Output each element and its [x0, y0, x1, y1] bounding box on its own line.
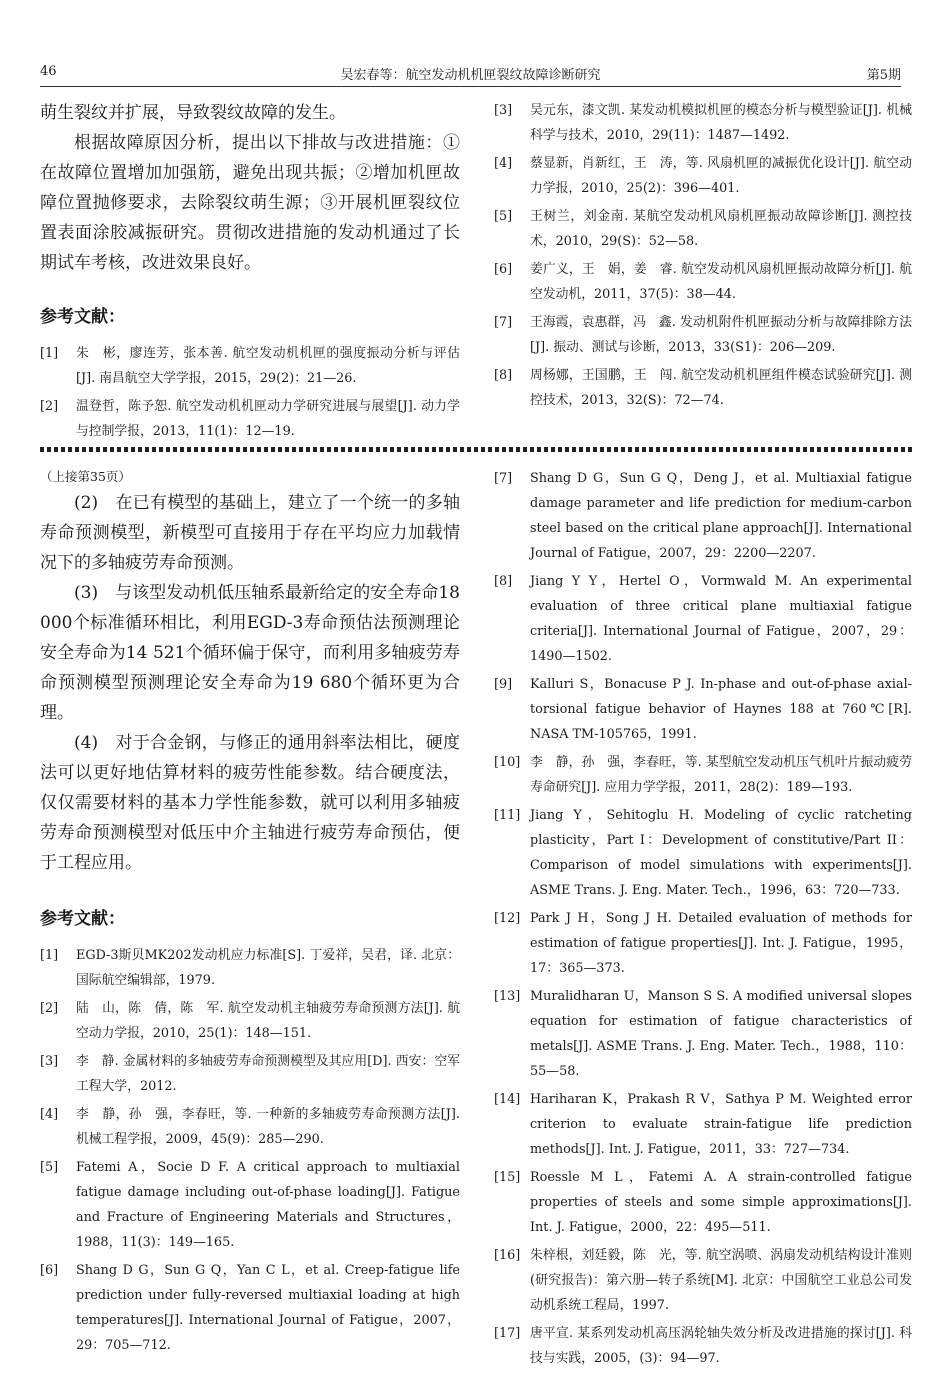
reference-item	[40, 341, 460, 391]
reference-item	[494, 803, 912, 903]
reference-item	[494, 750, 912, 800]
reference-item	[494, 310, 912, 360]
article2-references-heading: 参考文献：	[40, 909, 125, 929]
reference-item	[494, 151, 912, 201]
reference-number: [4]	[40, 1107, 59, 1122]
article1-references-heading: 参考文献：	[40, 307, 125, 327]
reference-number: [2]	[40, 399, 59, 414]
reference-item	[494, 1087, 912, 1162]
reference-text: 王海霞，袁惠群，冯 鑫. 发动机附件机匣振动分析与故障排除方法[J]. 振动、测试与诊断，2013，33(S1)：206—209.	[530, 315, 912, 355]
reference-number: [8]	[494, 368, 513, 383]
article1-paragraph: 萌生裂纹并扩展，导致裂纹故障的发生。	[40, 103, 346, 123]
reference-number: [1]	[40, 948, 59, 963]
reference-number: [5]	[40, 1160, 59, 1175]
page-number: 46	[40, 64, 57, 79]
reference-item	[494, 204, 912, 254]
article1-paragraph: 根据故障原因分析，提出以下排故与改进措施：①在故障位置增加加强筋，避免出现共振；②增加机匣故障位置抛修要求，去除裂纹萌生源；③开展机匣裂纹位置表面涂胶减振研究。贯彻改进措施的发动机通过了长期试车考核，改进效果良好。	[40, 133, 460, 273]
reference-number: [4]	[494, 156, 513, 171]
reference-item	[494, 98, 912, 148]
reference-number: [17]	[494, 1326, 521, 1341]
article1-right-column	[494, 98, 912, 416]
reference-text: 陆 山，陈 倩，陈 军. 航空发动机主轴疲劳寿命预测方法[J]. 航空动力学报，2010，25(1)：148—151.	[76, 1001, 460, 1041]
article2-left-column	[40, 466, 460, 1361]
reference-number: [12]	[494, 911, 521, 926]
reference-text: EGD-3斯贝MK202发动机应力标准[S]. 丁爱祥，吴君，译. 北京：国际航空编辑部，1979.	[76, 948, 460, 988]
reference-number: [8]	[494, 574, 513, 589]
reference-number: [7]	[494, 315, 513, 330]
reference-text: 李 静，孙 强，李春旺，等. 一种新的多轴疲劳寿命预测方法[J]. 机械工程学报，2009，45(9)：285—290.	[76, 1107, 460, 1147]
reference-text: Roessle M L，Fatemi A. A strain-controlled fatigue properties of steels and some simple approximations[J]. Int. J. Fatigue，2000，22：495—511.	[530, 1170, 912, 1235]
reference-number: [5]	[494, 209, 513, 224]
article-divider	[40, 447, 912, 452]
reference-number: [7]	[494, 471, 513, 486]
reference-text: 李 静. 金属材料的多轴疲劳寿命预测模型及其应用[D]. 西安：空军工程大学，2012.	[76, 1054, 460, 1094]
reference-item	[494, 1321, 912, 1371]
reference-text: Shang D G，Sun G Q，Deng J，et al. Multiaxial fatigue damage parameter and life prediction for medium-carbon steel based on the critical plane approach[J]. International Journal of Fatigue，2007，29：2200—2207.	[530, 471, 912, 561]
reference-item	[40, 1155, 460, 1255]
reference-text: 李 静，孙 强，李春旺，等. 某型航空发动机压气机叶片振动疲劳寿命研究[J]. 应用力学学报，2011，28(2)：189—193.	[530, 755, 912, 795]
article1-left-column	[40, 98, 460, 447]
reference-item	[494, 906, 912, 981]
reference-item	[494, 672, 912, 747]
reference-text: 朱 彬，廖连芳，张本善. 航空发动机机匣的强度振动分析与评估[J]. 南昌航空大学学报，2015，29(2)：21—26.	[76, 346, 460, 386]
reference-item	[40, 943, 460, 993]
reference-text: Muralidharan U，Manson S S. A modified universal slopes equation for estimation of fatigue characteristics of metals[J]. ASME Trans. J. Eng. Mater. Tech.，1988，110：55—58.	[530, 989, 912, 1079]
reference-number: [3]	[494, 103, 513, 118]
reference-item	[40, 394, 460, 444]
reference-text: Jiang Y Y，Hertel O，Vormwald M. An experimental evaluation of three critical plane multiaxial fatigue criteria[J]. International Journal of Fatigue，2007，29：1490—1502.	[530, 574, 912, 664]
reference-text: Shang D G，Sun G Q，Yan C L，et al. Creep-fatigue life prediction under fully-reversed multiaxial loading at high temperatures[J]. International Journal of Fatigue，2007，29：705—712.	[76, 1263, 460, 1353]
reference-number: [1]	[40, 346, 59, 361]
article2-paragraph: (3) 与该型发动机低压轴系最新给定的安全寿命18 000个标准循环相比，利用EGD-3寿命预估法预测理论安全寿命为14 521个循环偏于保守，而利用多轴疲劳寿命预测模型预测理论安全寿命为19 680个循环更为合理。	[40, 583, 460, 723]
reference-item	[494, 984, 912, 1084]
reference-text: 王树兰，刘金南. 某航空发动机风扇机匣振动故障诊断[J]. 测控技术，2010，29(S)：52—58.	[530, 209, 912, 249]
article2-right-column	[494, 466, 912, 1374]
article2-paragraph: (2) 在已有模型的基础上，建立了一个统一的多轴寿命预测模型，新模型可直接用于存在平均应力加载情况下的多轴疲劳寿命预测。	[40, 493, 460, 573]
reference-text: Fatemi A，Socie D F. A critical approach to multiaxial fatigue damage including out-of-phase loading[J]. Fatigue and Fracture of Engineering Materials and Structures，1988，11(3)：149—165.	[76, 1160, 460, 1250]
reference-text: Kalluri S，Bonacuse P J. In-phase and out-of-phase axial-torsional fatigue behavior of Haynes 188 at 760℃[R]. NASA TM-105765，1991.	[530, 677, 912, 742]
reference-text: 周杨娜，王国鹏，王 闯. 航空发动机机匣组件模态试验研究[J]. 测控技术，2013，32(S)：72—74.	[530, 368, 912, 408]
reference-item	[494, 1243, 912, 1318]
reference-item	[40, 1258, 460, 1358]
reference-text: 吴元东，漆文凯. 某发动机模拟机匣的模态分析与模型验证[J]. 机械科学与技术，2010，29(11)：1487—1492.	[530, 103, 912, 143]
reference-number: [16]	[494, 1248, 521, 1263]
reference-text: 蔡显新，肖新红，王 涛，等. 风扇机匣的减振优化设计[J]. 航空动力学报，2010，25(2)：396—401.	[530, 156, 912, 196]
reference-number: [13]	[494, 989, 521, 1004]
reference-text: 姜广义，王 娟，姜 睿. 航空发动机风扇机匣振动故障分析[J]. 航空发动机，2011，37(5)：38—44.	[530, 262, 912, 302]
reference-text: 朱梓根，刘廷毅，陈 光，等. 航空涡喷、涡扇发动机结构设计准则(研究报告)：第六册—转子系统[M]. 北京：中国航空工业总公司发动机系统工程局，1997.	[530, 1248, 912, 1313]
reference-number: [11]	[494, 808, 521, 823]
reference-number: [9]	[494, 677, 513, 692]
reference-item	[494, 466, 912, 566]
reference-item	[494, 569, 912, 669]
reference-item	[494, 1165, 912, 1240]
reference-number: [6]	[40, 1263, 59, 1278]
reference-item	[40, 1049, 460, 1099]
reference-text: 唐平宣. 某系列发动机高压涡轮轴失效分析及改进措施的探讨[J]. 科技与实践，2005，(3)：94—97.	[530, 1326, 912, 1366]
reference-item	[494, 363, 912, 413]
running-title: 吴宏春等：航空发动机机匣裂纹故障诊断研究	[340, 68, 601, 83]
reference-text: Park J H，Song J H. Detailed evaluation of methods for estimation of fatigue properties[J]. Int. J. Fatigue，1995，17：365—373.	[530, 911, 912, 976]
reference-number: [3]	[40, 1054, 59, 1069]
reference-number: [2]	[40, 1001, 59, 1016]
article2-paragraph: (4) 对于合金钢，与修正的通用斜率法相比，硬度法可以更好地估算材料的疲劳性能参数。结合硬度法，仅仅需要材料的基本力学性能参数，就可以利用多轴疲劳寿命预测模型对低压中介主轴进行疲劳寿命预估，便于工程应用。	[40, 733, 460, 873]
running-header	[40, 64, 901, 84]
header-rule	[40, 86, 901, 87]
reference-number: [6]	[494, 262, 513, 277]
reference-number: [14]	[494, 1092, 521, 1107]
reference-text: 温登哲，陈予恕. 航空发动机机匣动力学研究进展与展望[J]. 动力学与控制学报，2013，11(1)：12—19.	[76, 399, 460, 439]
continued-note: （上接第35页）	[40, 469, 131, 484]
reference-number: [15]	[494, 1170, 521, 1185]
reference-item	[494, 257, 912, 307]
reference-number: [10]	[494, 755, 521, 770]
reference-text: Hariharan K，Prakash R V，Sathya P M. Weighted error criterion to evaluate strain-fatigue life prediction methods[J]. Int. J. Fatigue，2011，33：727—734.	[530, 1092, 912, 1157]
reference-item	[40, 1102, 460, 1152]
reference-text: Jiang Y，Sehitoglu H. Modeling of cyclic ratcheting plasticity，Part I：Development of constitutive/Part II：Comparison of model simulations with experiments[J]. ASME Trans. J. Eng. Mater. Tech.，1996，63：720—733.	[530, 808, 912, 898]
issue-number: 第5期	[866, 68, 901, 83]
reference-item	[40, 996, 460, 1046]
